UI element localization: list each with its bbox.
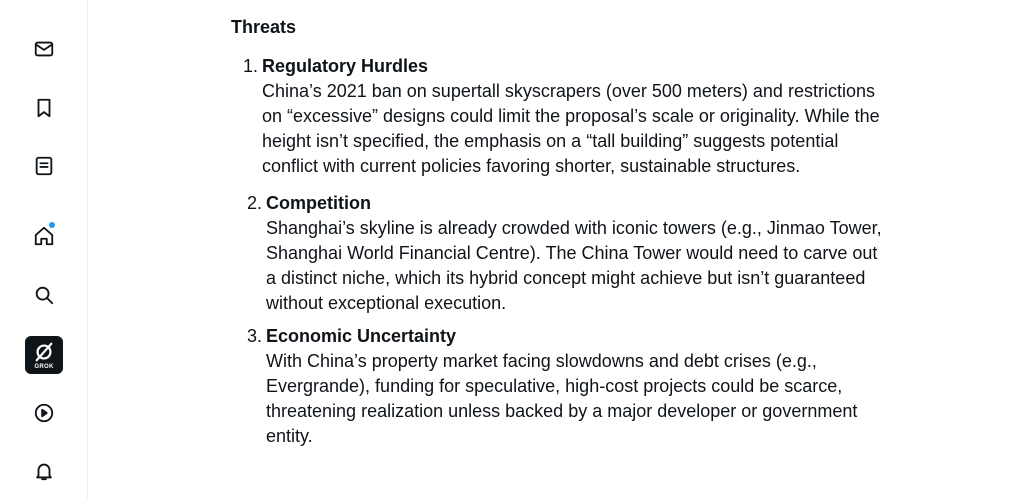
- sidebar-item-bookmarks[interactable]: [25, 89, 63, 127]
- sidebar-item-notifications[interactable]: [25, 452, 63, 490]
- bookmark-icon: [33, 97, 55, 119]
- home-icon: [33, 225, 55, 247]
- threat-text: With China’s property market facing slowdowns and debt crises (e.g., Evergrande), funding for speculative, high-cost projects could be scarce, threatening realization unless backed by a major developer or government entity.: [266, 351, 858, 446]
- list-item: [231, 324, 891, 449]
- threat-heading: Economic Uncertainty: [266, 326, 457, 346]
- threat-heading: Regulatory Hurdles: [262, 56, 429, 76]
- list-item-body: [266, 324, 886, 449]
- search-icon: [33, 284, 55, 306]
- grok-label: GROK: [34, 363, 54, 370]
- play-icon: [33, 402, 55, 424]
- list-number: 2.: [246, 193, 262, 213]
- threat-heading: Competition: [266, 193, 371, 213]
- sidebar-item-home[interactable]: [25, 217, 63, 255]
- list-number: 3.: [246, 326, 262, 346]
- notification-dot: [49, 222, 55, 228]
- list-item: [231, 54, 891, 179]
- bell-icon: [33, 460, 55, 482]
- threat-text: Shanghai’s skyline is already crowded with iconic towers (e.g., Jinmao Tower, Shanghai World Financial Centre). The China Tower would need to carve out a distinct niche, which its hybrid concept might achieve but isn’t guaranteed without exceptional execution.: [266, 218, 882, 313]
- sidebar-item-videos[interactable]: [25, 394, 63, 432]
- section-title: Threats: [231, 17, 297, 37]
- list-document-icon: [33, 155, 55, 177]
- list-item: [231, 191, 891, 316]
- sidebar-item-explore[interactable]: [25, 276, 63, 314]
- list-item-body: [262, 54, 882, 179]
- list-item-body: [266, 191, 886, 316]
- list-number: 1.: [242, 56, 258, 76]
- envelope-icon: [33, 38, 55, 60]
- sidebar-item-messages[interactable]: [25, 30, 63, 68]
- threat-text: China’s 2021 ban on supertall skyscrapers (over 500 meters) and restrictions on “excessive” designs could limit the proposal’s scale or originality. While the height isn’t specified, the emphasis on a “tall building” suggests potential conflict with current policies favoring shorter, sustainable structures.: [262, 81, 880, 176]
- sidebar-item-grok[interactable]: [25, 336, 63, 374]
- sidebar-item-lists[interactable]: [25, 147, 63, 185]
- main-content: [231, 14, 891, 457]
- sidebar: [0, 0, 88, 500]
- grok-icon: [33, 341, 55, 363]
